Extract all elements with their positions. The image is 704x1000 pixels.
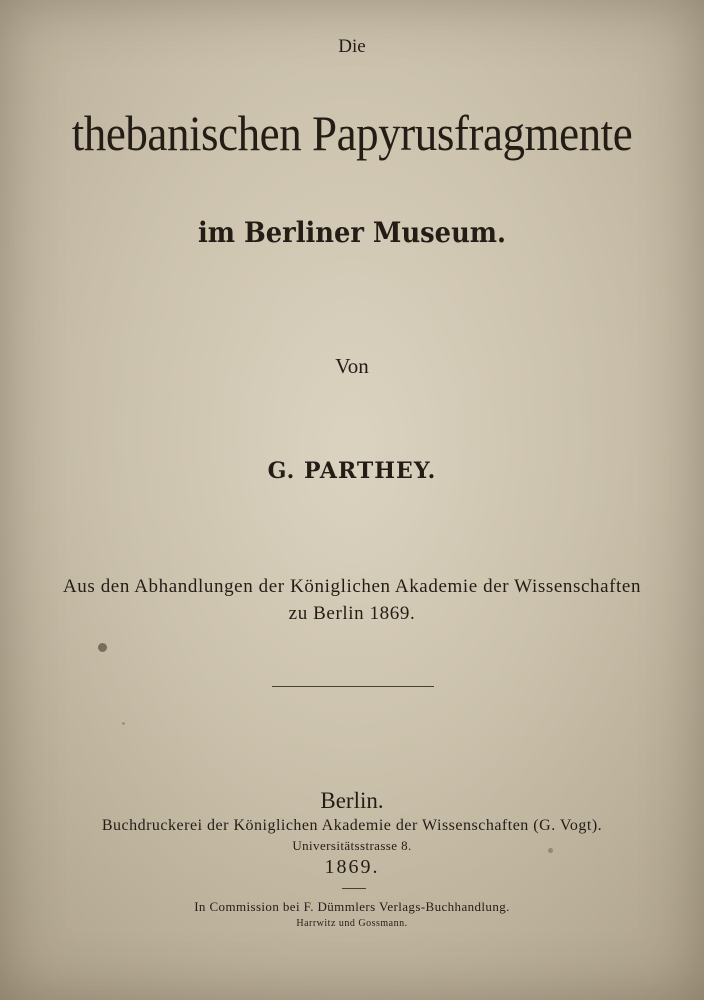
- subtitle: im Berliner Museum.: [197, 216, 507, 249]
- divider-rule: [272, 686, 434, 687]
- imprint-street: Universitätsstrasse 8.: [292, 838, 412, 853]
- source-line-1: Aus den Abhandlungen der Königlichen Akademie der Wissenschaften: [62, 576, 642, 597]
- imprint-commission: In Commission bei F. Dümmlers Verlags-Buchhandlung.: [194, 899, 510, 914]
- foxing-spot: [548, 848, 553, 853]
- main-title: thebanischen Papyrusfragmente: [71, 105, 633, 161]
- author-prefix: Von: [335, 354, 369, 378]
- author-name: G. PARTHEY.: [267, 458, 437, 484]
- imprint-year: 1869.: [324, 856, 380, 878]
- imprint-printer: Buchdruckerei der Königlichen Akademie der Wissenschaften (G. Vogt).: [101, 817, 603, 834]
- foxing-spot: [122, 722, 125, 725]
- title-article: Die: [338, 36, 366, 57]
- small-divider-rule: [342, 888, 366, 889]
- imprint-city: Berlin.: [320, 788, 384, 813]
- source-line-2: zu Berlin 1869.: [288, 603, 416, 624]
- foxing-spot: [98, 643, 107, 652]
- imprint-publisher-names: Harrwitz und Gossmann.: [296, 918, 408, 929]
